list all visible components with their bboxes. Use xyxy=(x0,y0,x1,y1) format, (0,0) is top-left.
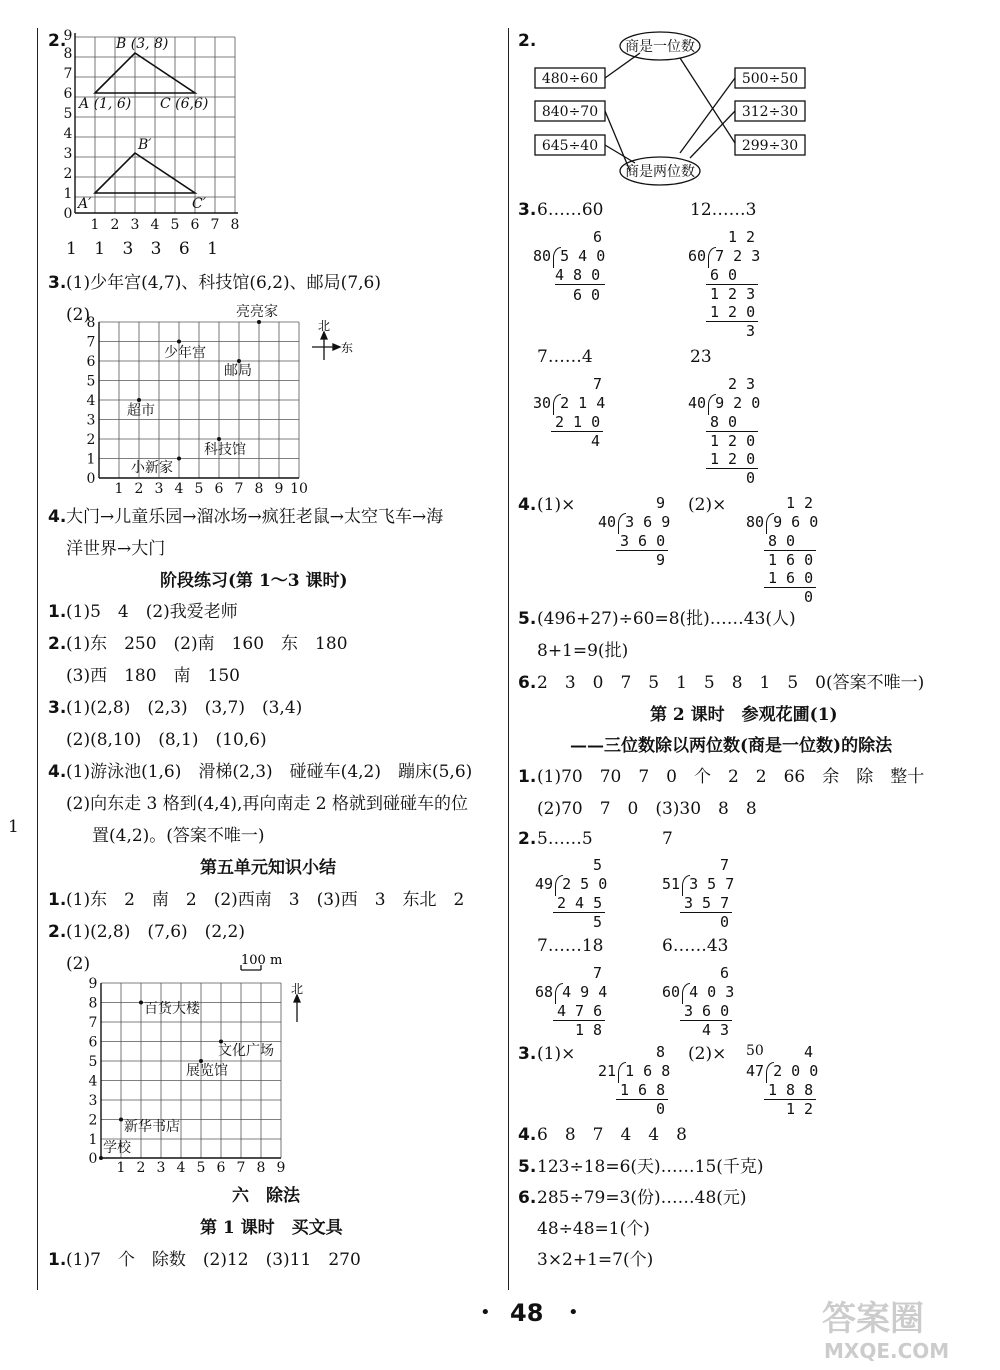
u2-x-tick: 2 xyxy=(136,1160,146,1175)
s4-line2: (2)向东走 3 格到(4,4),再向南走 2 格就到碰碰车的位 xyxy=(66,794,469,814)
r-q4-label: 4. xyxy=(518,495,537,515)
r2-answer-4: 6……43 xyxy=(662,936,729,956)
q3-x-tick: 2 xyxy=(134,481,144,497)
q3-x-tick: 8 xyxy=(254,481,264,497)
q2-x-tick: 7 xyxy=(210,217,220,233)
u2-x-tick: 8 xyxy=(256,1160,266,1175)
division-row: 1 6 0 xyxy=(768,569,814,587)
r6-line3: 3×2+1=7(个) xyxy=(537,1250,654,1270)
q2-y-tick: 5 xyxy=(63,106,73,122)
division-row: 40 9 2 0 xyxy=(688,394,761,412)
division-row: 1 6 8 xyxy=(620,1081,666,1099)
division-row: 60 7 2 3 xyxy=(688,247,761,265)
r-q6-label: 6. xyxy=(518,673,537,693)
quotient: 9 xyxy=(656,494,666,512)
division-row: 4 8 0 xyxy=(555,266,601,284)
quotient: 7 xyxy=(593,375,603,393)
division-row: 0 xyxy=(720,913,730,931)
division-row: 1 2 xyxy=(786,1100,814,1118)
r1-line1: (1)70 70 7 0 个 2 2 66 余 除 整十 xyxy=(537,767,925,787)
division-row: 8 0 xyxy=(710,413,738,431)
q5-line2: 8+1=9(批) xyxy=(537,641,629,661)
division-row: 30 2 1 4 xyxy=(533,394,606,412)
u2-y-tick: 3 xyxy=(88,1093,98,1109)
q3-y-tick: 3 xyxy=(86,412,96,429)
q2-y-tick: 2 xyxy=(63,166,73,182)
r6-line2: 48÷48=1(个) xyxy=(537,1219,650,1239)
q3-y-tick: 5 xyxy=(86,373,96,390)
division-row: 1 8 xyxy=(575,1021,603,1039)
column-divider xyxy=(508,28,509,1290)
long-division-10 xyxy=(662,964,752,1044)
q3-y-tick: 4 xyxy=(86,393,96,409)
r2-answer-2: 7 xyxy=(662,829,673,849)
q3-y-tick: 6 xyxy=(86,354,96,370)
q3-answer-4: 23 xyxy=(690,347,712,367)
q3-answer-2: 12……3 xyxy=(690,200,757,220)
u2-text: (1)(2,8) (7,6) (2,2) xyxy=(66,922,245,942)
q5-line1: (496+27)÷60=8(批)……43(人) xyxy=(537,609,796,629)
q2-x-tick: 5 xyxy=(170,217,180,233)
l1-label: 1. xyxy=(48,1250,67,1270)
division-row: 0 xyxy=(656,1100,666,1118)
place-xiaoxin: 小新家 xyxy=(131,460,173,476)
u1-text: (1)东 2 南 2 (2)西南 3 (3)西 3 东北 2 xyxy=(66,890,465,910)
quotient: 6 xyxy=(593,228,603,246)
q2-x-tick: 4 xyxy=(150,217,160,233)
q3-x-tick: 1 xyxy=(114,481,124,497)
division-row: 80 5 4 0 xyxy=(533,247,606,265)
division-row: 2 1 0 xyxy=(555,413,601,431)
left-box: 480÷60 xyxy=(541,71,599,87)
q3-y-tick: 8 xyxy=(86,315,96,331)
compass-icon xyxy=(312,332,340,360)
q3-x-tick: 4 xyxy=(174,481,184,497)
q2-y-tick: 1 xyxy=(63,186,73,202)
point-a-prime-label: A′ xyxy=(78,196,92,212)
place-liangliang: 亮亮家 xyxy=(236,304,278,320)
u2-x-tick: 3 xyxy=(156,1160,166,1175)
u2-x-tick: 5 xyxy=(196,1160,206,1175)
s3-line1: (1)(2,8) (2,3) (3,7) (3,4) xyxy=(66,698,303,718)
division-row: 21 1 6 8 xyxy=(598,1062,671,1080)
r-q2-label: 2. xyxy=(518,31,537,51)
q3-x-tick: 3 xyxy=(154,481,164,497)
division-row: 49 2 5 0 xyxy=(535,875,608,893)
long-division-9 xyxy=(535,964,625,1044)
r4-label: 4. xyxy=(518,1125,537,1145)
q2-y-tick: 4 xyxy=(63,126,73,142)
long-division-4 xyxy=(688,375,778,490)
long-division-7 xyxy=(535,856,625,936)
division-row: 1 2 0 xyxy=(710,432,756,450)
page-dot-right: • xyxy=(568,1302,579,1323)
stage-practice-title: 阶段练习(第 1～3 课时) xyxy=(160,571,348,591)
q2-x-tick: 1 xyxy=(90,217,100,233)
u2-y-tick: 1 xyxy=(88,1132,98,1148)
place-wenhua: 文化广场 xyxy=(218,1043,274,1059)
q3-x-tick: 7 xyxy=(234,481,244,497)
long-division-5 xyxy=(598,494,688,574)
quotient: 7 xyxy=(593,964,603,982)
s3-label: 3. xyxy=(48,698,67,718)
left-margin-rule xyxy=(37,28,38,1290)
top-oval-label: 商是一位数 xyxy=(625,39,695,55)
division-row: 1 6 0 xyxy=(768,551,814,569)
u2-x-tick: 9 xyxy=(276,1160,286,1175)
s2-label: 2. xyxy=(48,634,67,654)
matching-diagram xyxy=(530,28,820,193)
place-youju: 邮局 xyxy=(224,363,252,379)
q2-x-tick: 8 xyxy=(230,217,240,233)
division-row: 2 4 5 xyxy=(557,894,603,912)
division-row: 1 2 3 xyxy=(710,285,756,303)
s2-line1: (1)东 250 (2)南 160 东 180 xyxy=(66,634,348,654)
r-q5-label: 5. xyxy=(518,609,537,629)
q3-x-tick: 5 xyxy=(194,481,204,497)
margin-mark: 1 xyxy=(8,817,19,837)
long-division-1 xyxy=(533,228,623,308)
watermark-url: MXQE.COM xyxy=(824,1339,950,1363)
division-row: 4 7 6 xyxy=(557,1002,603,1020)
triangle-abc-prime xyxy=(95,153,195,193)
u2-y-tick: 7 xyxy=(88,1015,98,1031)
q4-line2: 洋世界→大门 xyxy=(66,539,166,559)
division-row: 5 xyxy=(593,913,603,931)
division-row: 3 5 7 xyxy=(684,894,730,912)
s1-text: (1)5 4 (2)我爱老师 xyxy=(66,602,238,622)
point-c-label: C (6,6) xyxy=(160,96,209,112)
division-row: 4 xyxy=(591,432,601,450)
place-kejiguan: 科技馆 xyxy=(204,442,246,458)
lesson1-title: 第 1 课时 买文具 xyxy=(200,1218,343,1238)
division-row: 68 4 9 4 xyxy=(535,983,608,1001)
q2-x-tick: 2 xyxy=(110,217,120,233)
u2-y-tick: 2 xyxy=(88,1112,98,1129)
s4-line1: (1)游泳池(1,6) 滑梯(2,3) 碰碰车(4,2) 蹦床(5,6) xyxy=(66,762,473,782)
place-chaoshi: 超市 xyxy=(127,403,155,419)
long-division-3 xyxy=(533,375,623,455)
r1-label: 1. xyxy=(518,767,537,787)
map-grid-unit5 xyxy=(86,950,316,1175)
s1-label: 1. xyxy=(48,602,67,622)
division-row: 51 3 5 7 xyxy=(662,875,735,893)
q6-text: 2 3 0 7 5 1 5 8 1 5 0(答案不唯一) xyxy=(537,673,925,693)
r5-label: 5. xyxy=(518,1157,537,1177)
r2-label: 2. xyxy=(518,829,537,849)
division-row: 3 xyxy=(746,322,756,340)
s4-label: 4. xyxy=(48,762,67,782)
place-xuexiao: 学校 xyxy=(103,1140,131,1156)
quotient: 7 xyxy=(720,856,730,874)
u2-label: 2. xyxy=(48,922,67,942)
unit5-summary-title: 第五单元知识小结 xyxy=(200,858,336,878)
compass-east: 东 xyxy=(341,341,354,355)
q2-y-tick: 9 xyxy=(63,28,73,44)
q3-y-tick: 1 xyxy=(86,451,96,468)
q4-part2: (2)× xyxy=(688,495,727,515)
q4-label: 4. xyxy=(48,507,67,527)
r3-label: 3. xyxy=(518,1044,537,1064)
quotient: 2 3 xyxy=(728,375,756,393)
q2-label: 2. xyxy=(48,31,67,51)
q3-y-tick: 0 xyxy=(86,471,96,487)
q2-x-tick: 3 xyxy=(130,217,140,233)
division-row: 1 8 8 xyxy=(768,1081,814,1099)
q2-y-tick: 0 xyxy=(63,206,73,222)
division-row: 1 2 0 xyxy=(710,450,756,468)
q3-x-tick: 9 xyxy=(274,481,284,497)
right-box: 500÷50 xyxy=(741,71,799,87)
q2-y-tick: 3 xyxy=(63,146,73,162)
u2-x-tick: 1 xyxy=(116,1160,126,1175)
long-division-8 xyxy=(662,856,752,936)
quotient: 1 2 xyxy=(728,228,756,246)
q3-answer-1: 6……60 xyxy=(537,200,604,220)
place-zhanlan: 展览馆 xyxy=(186,1063,228,1079)
q3-label: 3. xyxy=(48,273,67,293)
division-row: 6 0 xyxy=(573,286,601,304)
division-row: 40 3 6 9 xyxy=(598,513,671,531)
q3-x-tick: 6 xyxy=(214,481,224,497)
u2-y-tick: 4 xyxy=(88,1073,98,1090)
page-dot-left: • xyxy=(480,1302,491,1323)
compass-north: 北 xyxy=(318,319,331,333)
scale-label: 100 m xyxy=(241,953,283,968)
q3-x-tick: 10 xyxy=(290,481,308,497)
left-box: 645÷40 xyxy=(541,138,599,154)
page-number: 48 xyxy=(510,1299,544,1327)
point-a-label: A (1, 6) xyxy=(79,96,132,112)
right-box: 299÷30 xyxy=(741,138,799,154)
triangle-abc xyxy=(95,53,195,93)
q3-y-tick: 7 xyxy=(86,334,96,351)
r3-correction: 50 xyxy=(746,1043,764,1059)
r3-part1: (1)× xyxy=(537,1044,576,1064)
chapter6-title: 六 除法 xyxy=(232,1186,300,1206)
r4-text: 6 8 7 4 4 8 xyxy=(537,1125,687,1145)
r6-line1: 285÷79=3(份)……48(元) xyxy=(537,1188,747,1208)
q3-text: (1)少年宫(4,7)、科技馆(6,2)、邮局(7,6) xyxy=(66,273,381,293)
long-division-12 xyxy=(746,1043,836,1123)
q2-x-tick: 6 xyxy=(190,217,200,233)
r2-answer-1: 5……5 xyxy=(537,829,593,849)
u2-x-tick: 7 xyxy=(236,1160,246,1175)
division-row: 47 2 0 0 xyxy=(746,1062,819,1080)
u2-y-tick: 9 xyxy=(88,976,98,992)
left-box: 840÷70 xyxy=(541,104,599,120)
division-row: 60 4 0 3 xyxy=(662,983,735,1001)
north-arrow-icon xyxy=(294,995,300,1022)
long-division-2 xyxy=(688,228,778,343)
r5-text: 123÷18=6(天)……15(千克) xyxy=(537,1157,764,1177)
long-division-11 xyxy=(598,1043,688,1123)
division-row: 80 9 6 0 xyxy=(746,513,819,531)
division-row: 3 6 0 xyxy=(684,1002,730,1020)
quotient: 1 2 xyxy=(786,494,814,512)
q2-y-tick: 7 xyxy=(63,66,73,82)
north-label: 北 xyxy=(291,982,304,996)
division-row: 0 xyxy=(746,469,756,487)
bottom-oval-label: 商是两位数 xyxy=(625,164,695,180)
r-q3-label: 3. xyxy=(518,200,537,220)
place-xinhua: 新华书店 xyxy=(124,1119,180,1135)
division-row: 9 xyxy=(656,551,666,569)
s3-line2: (2)(8,10) (8,1) (10,6) xyxy=(66,730,267,750)
division-row: 0 xyxy=(804,588,814,606)
quotient: 5 xyxy=(593,856,603,874)
u2-sub-label: (2) xyxy=(66,954,91,974)
quotient: 6 xyxy=(720,964,730,982)
q2-y-tick: 8 xyxy=(63,46,73,62)
s2-line2: (3)西 180 南 150 xyxy=(66,666,240,686)
place-baihuo: 百货大楼 xyxy=(144,1001,200,1017)
u1-label: 1. xyxy=(48,890,67,910)
u2-y-tick: 0 xyxy=(88,1151,98,1167)
long-division-6 xyxy=(746,494,836,609)
q3-answer-3: 7……4 xyxy=(537,347,593,367)
lesson2-title: 第 2 课时 参观花圃(1) xyxy=(650,705,838,725)
q4-part1: (1)× xyxy=(537,495,576,515)
u2-x-tick: 6 xyxy=(216,1160,226,1175)
l1-text: (1)7 个 除数 (2)12 (3)11 270 xyxy=(66,1250,361,1270)
coordinate-grid-q2 xyxy=(60,28,250,233)
point-b-label: B (3, 8) xyxy=(116,36,169,52)
q2-y-tick: 6 xyxy=(63,86,73,102)
division-row: 1 2 0 xyxy=(710,303,756,321)
division-row: 8 0 xyxy=(768,532,796,550)
quotient: 8 xyxy=(656,1043,666,1061)
r2-answer-3: 7……18 xyxy=(537,936,604,956)
division-row: 4 3 xyxy=(702,1021,730,1039)
map-grid-q3 xyxy=(84,300,364,498)
division-row: 6 0 xyxy=(710,266,738,284)
q4-line1: 大门→儿童乐园→溜冰场→疯狂老鼠→太空飞车→海 xyxy=(66,507,444,527)
point-c-prime-label: C′ xyxy=(192,196,206,212)
q3-sub-label: (2) xyxy=(66,305,91,325)
r3-part2: (2)× xyxy=(688,1044,727,1064)
r1-line2: (2)70 7 0 (3)30 8 8 xyxy=(537,799,757,819)
quotient: 4 xyxy=(804,1043,814,1061)
r6-label: 6. xyxy=(518,1188,537,1208)
u2-y-tick: 6 xyxy=(88,1034,98,1051)
u2-y-tick: 5 xyxy=(88,1054,98,1070)
lesson2-subtitle: ——三位数除以两位数(商是一位数)的除法 xyxy=(570,736,893,756)
s4-line3: 置(4,2)。(答案不唯一) xyxy=(92,826,265,846)
u2-y-tick: 8 xyxy=(88,995,98,1012)
q3-y-tick: 2 xyxy=(86,432,96,448)
watermark-logo: 答案圈 xyxy=(822,1299,924,1339)
q2-sequence: 1 1 3 3 6 1 xyxy=(66,239,218,259)
point-b-prime-label: B′ xyxy=(138,137,152,153)
right-box: 312÷30 xyxy=(741,104,799,120)
division-row: 3 6 0 xyxy=(620,532,666,550)
place-shaoniangong: 少年宫 xyxy=(164,345,206,361)
u2-x-tick: 4 xyxy=(176,1160,186,1175)
